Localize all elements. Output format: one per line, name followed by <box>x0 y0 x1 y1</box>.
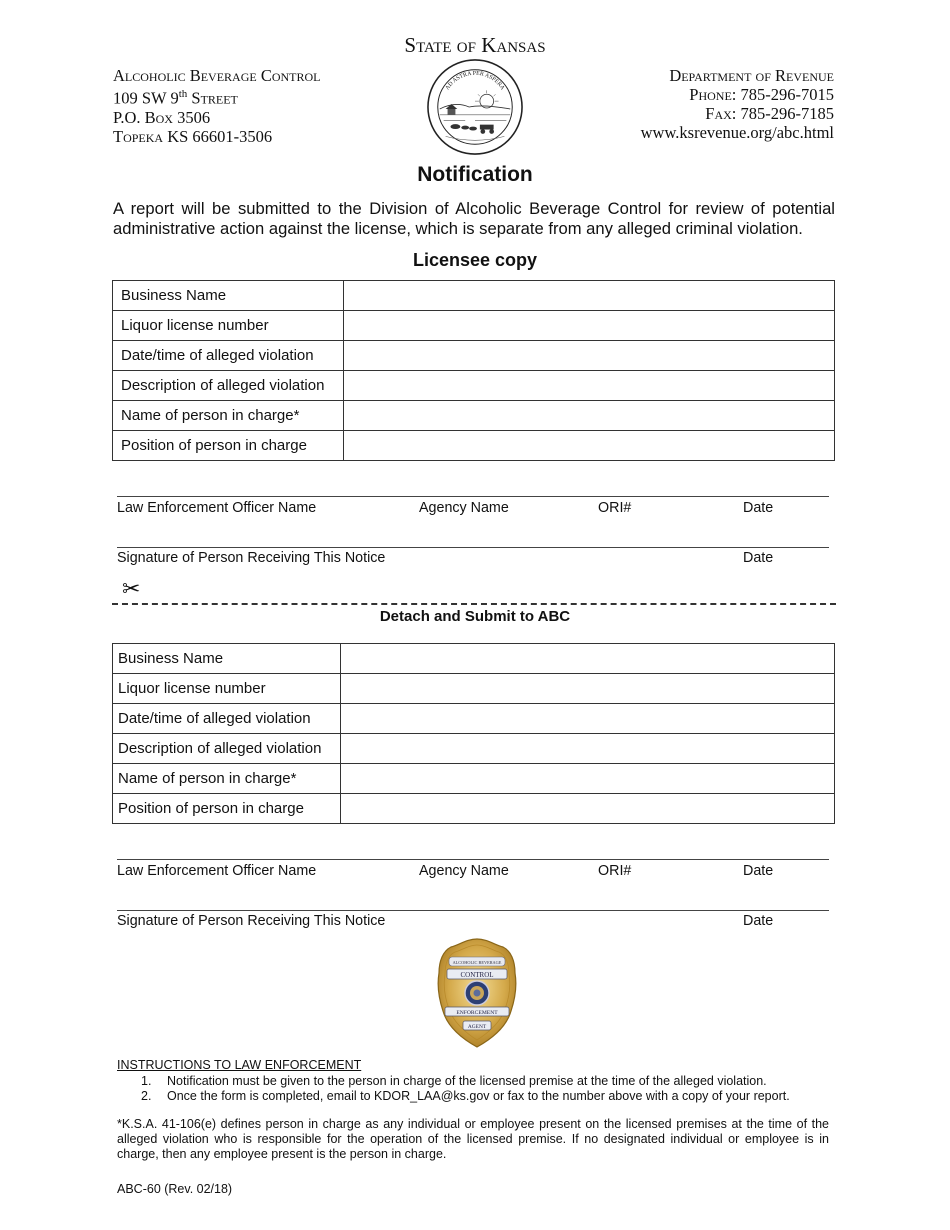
field-label: Business Name <box>113 281 344 311</box>
scissors-icon: ✂ <box>122 576 141 601</box>
field-label: Name of person in charge* <box>113 401 344 431</box>
field-label: Position of person in charge <box>113 794 341 824</box>
receiver-signature-line[interactable] <box>117 910 829 911</box>
svg-text:ALCOHOLIC BEVERAGE: ALCOHOLIC BEVERAGE <box>452 960 502 965</box>
field-label: Liquor license number <box>113 311 344 341</box>
date-label: Date <box>743 913 774 929</box>
field-label: Liquor license number <box>113 674 341 704</box>
violation-datetime-input[interactable] <box>344 341 835 371</box>
svg-text:ENFORCEMENT: ENFORCEMENT <box>456 1010 498 1016</box>
liquor-license-input[interactable] <box>344 311 835 341</box>
agency-address <box>113 66 321 146</box>
date-label: Date <box>743 863 774 879</box>
position-input[interactable] <box>344 431 835 461</box>
website-link[interactable]: www.ksrevenue.org/abc.html <box>640 123 834 142</box>
table-row <box>113 371 835 401</box>
intro-paragraph: A report will be submitted to the Division of Alcoholic Beverage Control for review of potential administrative action against the license, which is separate from any alleged criminal violation. <box>113 199 835 238</box>
ori-label: ORI# <box>598 863 632 879</box>
city-state-zip: Topeka KS 66601-3506 <box>113 126 273 146</box>
business-name-input[interactable] <box>344 281 835 311</box>
table-row <box>113 401 835 431</box>
field-label: Name of person in charge* <box>113 764 341 794</box>
department-name: Department of Revenue <box>669 66 834 85</box>
person-in-charge-input[interactable] <box>341 764 835 794</box>
violation-description-input[interactable] <box>341 734 835 764</box>
cut-line <box>112 603 836 605</box>
table-row <box>113 674 835 704</box>
list-item: 2. Once the form is completed, email to KDOR_LAA@ks.gov or fax to the number above with a copy of your report. <box>141 1089 790 1103</box>
list-item: 1. Notification must be given to the person in charge of the licensed premise at the time of the alleged violation. <box>141 1074 767 1088</box>
table-row <box>113 431 835 461</box>
officer-signature-line[interactable] <box>117 496 829 497</box>
ksa-footnote: *K.S.A. 41-106(e) defines person in charge as any individual or employee present on the licensed premises at the time of the alleged violation who is responsible for the operation of the licensed premise. If no designated individual or employee is in charge, then any employee present is the person in charge. <box>117 1117 829 1161</box>
table-row <box>113 764 835 794</box>
business-name-input[interactable] <box>341 644 835 674</box>
fax-line: Fax: 785-296-7185 <box>705 104 834 123</box>
instructions-heading: INSTRUCTIONS TO LAW ENFORCEMENT <box>117 1058 362 1072</box>
field-label: Business Name <box>113 644 341 674</box>
position-input[interactable] <box>341 794 835 824</box>
state-title: State of Kansas <box>404 33 546 57</box>
officer-signature-line[interactable] <box>117 859 829 860</box>
receiver-signature-label: Signature of Person Receiving This Notice <box>117 913 386 929</box>
form-number: ABC-60 (Rev. 02/18) <box>117 1182 233 1196</box>
po-box: P.O. Box 3506 <box>113 107 211 127</box>
ori-label: ORI# <box>598 500 632 516</box>
kansas-state-seal <box>426 58 524 156</box>
abc-info-table <box>112 643 835 824</box>
table-row <box>113 794 835 824</box>
page-title: Notification <box>417 163 533 186</box>
date-label: Date <box>743 550 774 566</box>
violation-datetime-input[interactable] <box>341 704 835 734</box>
field-label: Position of person in charge <box>113 431 344 461</box>
department-contact <box>641 66 834 142</box>
table-row <box>113 311 835 341</box>
field-label: Description of alleged violation <box>113 734 341 764</box>
field-label: Date/time of alleged violation <box>113 341 344 371</box>
svg-text:AD ASTRA PER ASPERA: AD ASTRA PER ASPERA <box>444 70 506 92</box>
officer-name-label: Law Enforcement Officer Name <box>117 863 317 879</box>
person-in-charge-input[interactable] <box>344 401 835 431</box>
licensee-copy-title: Licensee copy <box>412 250 538 270</box>
svg-text:CONTROL: CONTROL <box>460 971 494 979</box>
svg-text:AGENT: AGENT <box>467 1024 487 1030</box>
table-row <box>113 281 835 311</box>
table-row <box>113 734 835 764</box>
table-row <box>113 644 835 674</box>
date-label: Date <box>743 500 774 516</box>
detach-title: Detach and Submit to ABC <box>379 608 571 625</box>
receiver-signature-line[interactable] <box>117 547 829 548</box>
receiver-signature-label: Signature of Person Receiving This Notice <box>117 550 386 566</box>
phone-line: Phone: 785-296-7015 <box>689 85 834 104</box>
violation-description-input[interactable] <box>344 371 835 401</box>
agency-name-label: Agency Name <box>419 863 509 879</box>
agency-name-label: Agency Name <box>419 500 509 516</box>
field-label: Date/time of alleged violation <box>113 704 341 734</box>
instructions-list <box>117 1074 837 1104</box>
street-address: 109 SW 9th Street <box>113 88 238 108</box>
agency-name: Alcoholic Beverage Control <box>113 66 321 85</box>
enforcement-badge-icon <box>435 937 519 1049</box>
table-row <box>113 341 835 371</box>
table-row <box>113 704 835 734</box>
officer-name-label: Law Enforcement Officer Name <box>117 500 317 516</box>
liquor-license-input[interactable] <box>341 674 835 704</box>
licensee-info-table <box>112 280 835 461</box>
field-label: Description of alleged violation <box>113 371 344 401</box>
